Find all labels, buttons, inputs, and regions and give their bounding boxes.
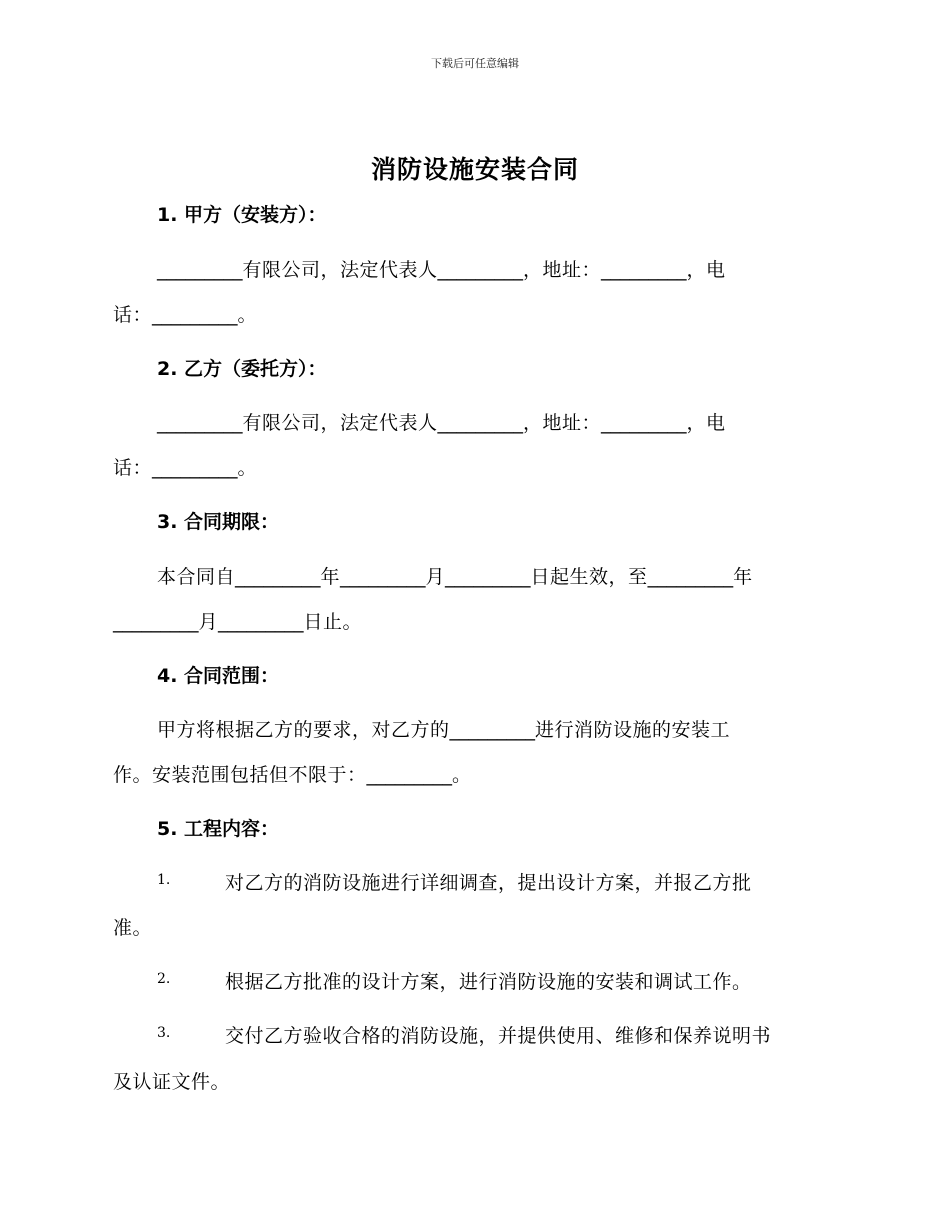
text-segment: ，电 bbox=[686, 412, 726, 434]
text-segment: 本合同自 bbox=[157, 566, 236, 588]
text-segment: ，地址： bbox=[523, 259, 602, 281]
text-segment: 话： bbox=[113, 457, 153, 479]
section-3-heading: 3. 合同期限： bbox=[157, 511, 280, 533]
fill-blank: _________ bbox=[152, 304, 238, 326]
fill-blank: _________ bbox=[235, 566, 321, 588]
fill-blank: _________ bbox=[647, 566, 734, 588]
page-header-note: 下载后可任意编辑 bbox=[431, 57, 519, 70]
section-3-line-2 bbox=[113, 607, 362, 634]
section-5-heading: 5. 工程内容： bbox=[157, 818, 280, 840]
text-segment: 年 bbox=[733, 566, 753, 588]
text-segment: 。 bbox=[452, 764, 472, 786]
fill-blank: _________ bbox=[601, 259, 687, 281]
fill-blank: _________ bbox=[437, 259, 524, 281]
section-4-line-1 bbox=[157, 715, 730, 742]
fill-blank: _________ bbox=[445, 566, 531, 588]
text-segment: 月 bbox=[425, 566, 446, 588]
section-3-line-1 bbox=[157, 562, 753, 589]
text-segment: 。 bbox=[237, 304, 258, 326]
document-title: 消防设施安装合同 bbox=[370, 155, 579, 184]
fill-blank: _________ bbox=[437, 412, 524, 434]
text-segment: 进行消防设施的安装工 bbox=[535, 719, 731, 741]
section-1-line-1 bbox=[157, 255, 726, 282]
section-1-line-2 bbox=[113, 300, 257, 327]
fill-blank: _________ bbox=[152, 457, 238, 479]
text-segment: 日起生效，至 bbox=[530, 566, 648, 588]
list-item-continuation: 准。 bbox=[113, 917, 153, 939]
fill-blank: _________ bbox=[157, 412, 243, 434]
section-2-line-2 bbox=[113, 453, 257, 480]
text-segment: 。 bbox=[237, 457, 258, 479]
text-segment: 日止。 bbox=[303, 611, 363, 633]
list-item-text: 交付乙方验收合格的消防设施，并提供使用、维修和保养说明书 bbox=[225, 1025, 772, 1047]
section-4-line-2 bbox=[113, 760, 472, 787]
fill-blank: _________ bbox=[601, 412, 687, 434]
text-segment: 甲方将根据乙方的要求，对乙方的 bbox=[157, 719, 450, 741]
section-4-heading: 4. 合同范围： bbox=[157, 665, 280, 687]
text-segment: 有限公司，法定代表人 bbox=[242, 412, 438, 434]
fill-blank: _________ bbox=[366, 764, 453, 786]
text-segment: 有限公司，法定代表人 bbox=[242, 259, 438, 281]
list-item-text: 根据乙方批准的设计方案，进行消防设施的安装和调试工作。 bbox=[225, 971, 752, 993]
fill-blank: _________ bbox=[113, 611, 199, 633]
fill-blank: _________ bbox=[340, 566, 426, 588]
section-2-heading: 2. 乙方（委托方）： bbox=[157, 358, 327, 380]
text-segment: ，电 bbox=[686, 259, 726, 281]
section-1-heading: 1. 甲方（安装方）： bbox=[157, 204, 327, 226]
list-item-number: 2. bbox=[157, 971, 171, 987]
list-item-number: 1. bbox=[157, 872, 171, 888]
text-segment: ，地址： bbox=[523, 412, 602, 434]
text-segment: 月 bbox=[198, 611, 219, 633]
list-item-continuation: 及认证文件。 bbox=[113, 1071, 231, 1093]
section-2-line-1 bbox=[157, 408, 726, 435]
text-segment: 话： bbox=[113, 304, 153, 326]
fill-blank: _________ bbox=[218, 611, 304, 633]
fill-blank: _________ bbox=[449, 719, 536, 741]
list-item-number: 3. bbox=[157, 1025, 171, 1041]
text-segment: 年 bbox=[320, 566, 341, 588]
fill-blank: _________ bbox=[157, 259, 243, 281]
text-segment: 作。安装范围包括但不限于： bbox=[113, 764, 367, 786]
list-item-text: 对乙方的消防设施进行详细调查，提出设计方案，并报乙方批 bbox=[225, 872, 752, 894]
